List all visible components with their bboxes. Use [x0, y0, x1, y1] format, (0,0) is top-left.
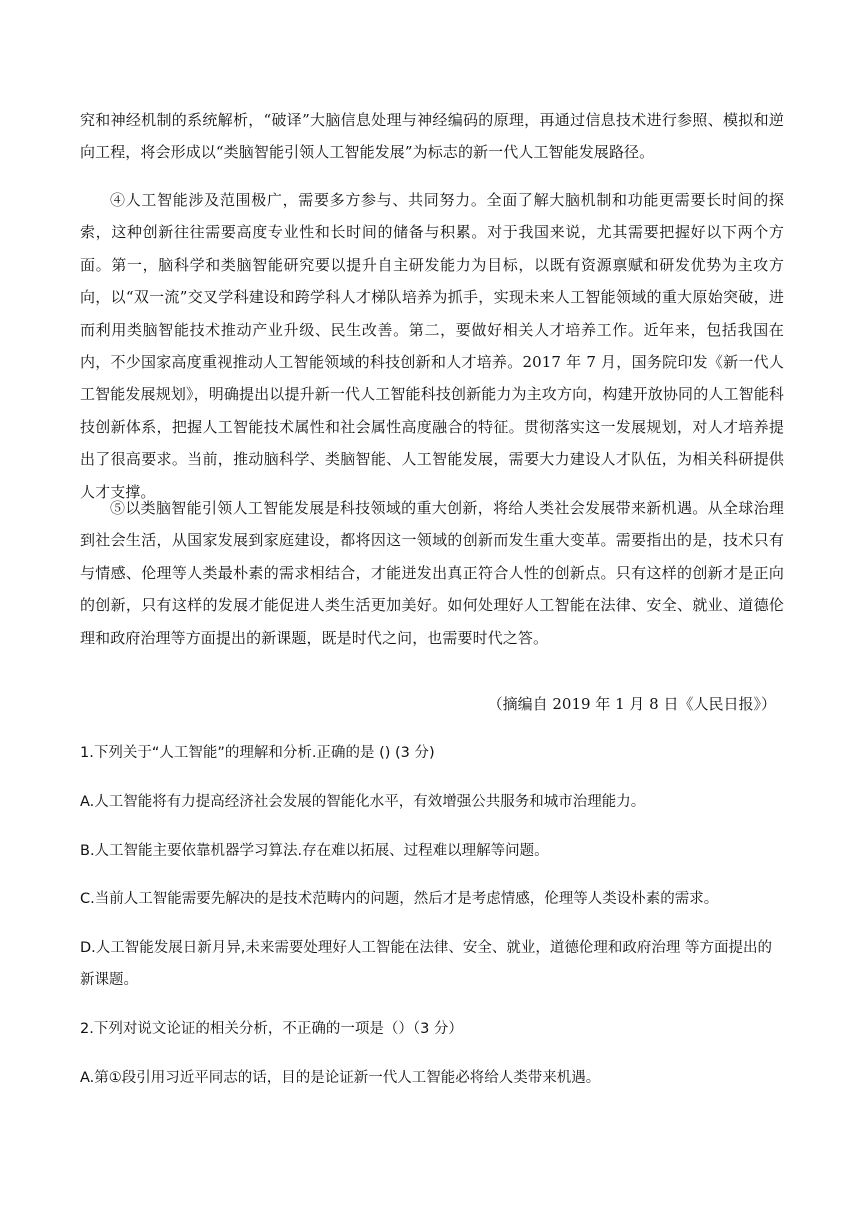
question-2-stem: 2.下列对说文论证的相关分析，不正确的一项是（）（3 分） — [80, 1021, 463, 1037]
paragraph-3-continuation: 究和神经机制的系统解析，“破译”大脑信息处理与神经编码的原理，再通过信息技术进行参照、模拟和逆向工程，将会形成以“类脑智能引领人工智能发展”为标志的新一代人工智能发展路径。 — [80, 111, 784, 162]
paragraph-4: ④人工智能涉及范围极广，需要多方参与、共同努力。全面了解大脑机制和功能更需要长时间的探索，这种创新往往需要高度专业性和长时间的储备与积累。对于我国来说，尤其需要把握好以下两个方面。第一，脑科学和类脑智能研究要以提升自主研发能力为目标，以既有资源禀赋和研发优势为主攻方向，以“双一流”交叉学科建设和跨学科人才梯队培养为抓手，实现未来人工智能领域的重大原始突破，进而利用类脑智能技术推动产业升级、民生改善。第二，要做好相关人才培养工作。近年来，包括我国在内，不少国家高度重视推动人工智能领域的科技创新和人才培养。2017 年 7 月，国务院印发《新一代人工智能发展规划》，明确提出以提升新一代人工智能科技创新能力为主攻方向，构建开放协同的人工智能科技创新体系，把握人工智能技术属性和社会属性高度融合的特征。贯彻落实这一发展规划，对人才培养提出了很高要求。当前，推动脑科学、类脑智能、人工智能发展，需要大力建设人才队伍，为相关科研提供人才支撑。 — [80, 191, 784, 501]
paragraph-5: ⑤以类脑智能引领人工智能发展是科技领域的重大创新，将给人类社会发展带来新机遇。从全球治理到社会生活，从国家发展到家庭建设，都将因这一领域的创新而发生重大变革。需要指出的是，技术只有与情感、伦理等人类最朴素的需求相结合，才能迸发出真正符合人性的创新点。只有这样的创新才是正向的创新，只有这样的发展才能促进人类生活更加美好。如何处理好人工智能在法律、安全、就业、道德伦理和政府治理等方面提出的新课题，既是时代之问，也需要时代之答。 — [80, 499, 784, 647]
question-1-option-a: A.人工智能将有力提高经济社会发展的智能化水平，有效增强公共服务和城市治理能力。 — [80, 794, 646, 810]
question-1-option-b: B.人工智能主要依靠机器学习算法.存在难以拓展、过程难以理解等问题。 — [80, 843, 549, 859]
source-citation: （摘编自 2019 年 1 月 8 日《人民日报》） — [487, 695, 776, 713]
question-2-option-a: A.第①段引用习近平同志的话，目的是论证新一代人工智能必将给人类带来机遇。 — [80, 1070, 601, 1086]
question-1-stem: 1.下列关于“人工智能”的理解和分析.正确的是 () (3 分) — [80, 745, 435, 761]
question-1-option-d: D.人工智能发展日新月异,未来需要处理好人工智能在法律、安全、就业，道德伦理和政府治理 等方面提出的新课题。 — [80, 940, 772, 988]
question-1-option-c: C.当前人工智能需要先解决的是技术范畴内的问题，然后才是考虑情感，伦理等人类设朴素的需求。 — [80, 891, 719, 907]
